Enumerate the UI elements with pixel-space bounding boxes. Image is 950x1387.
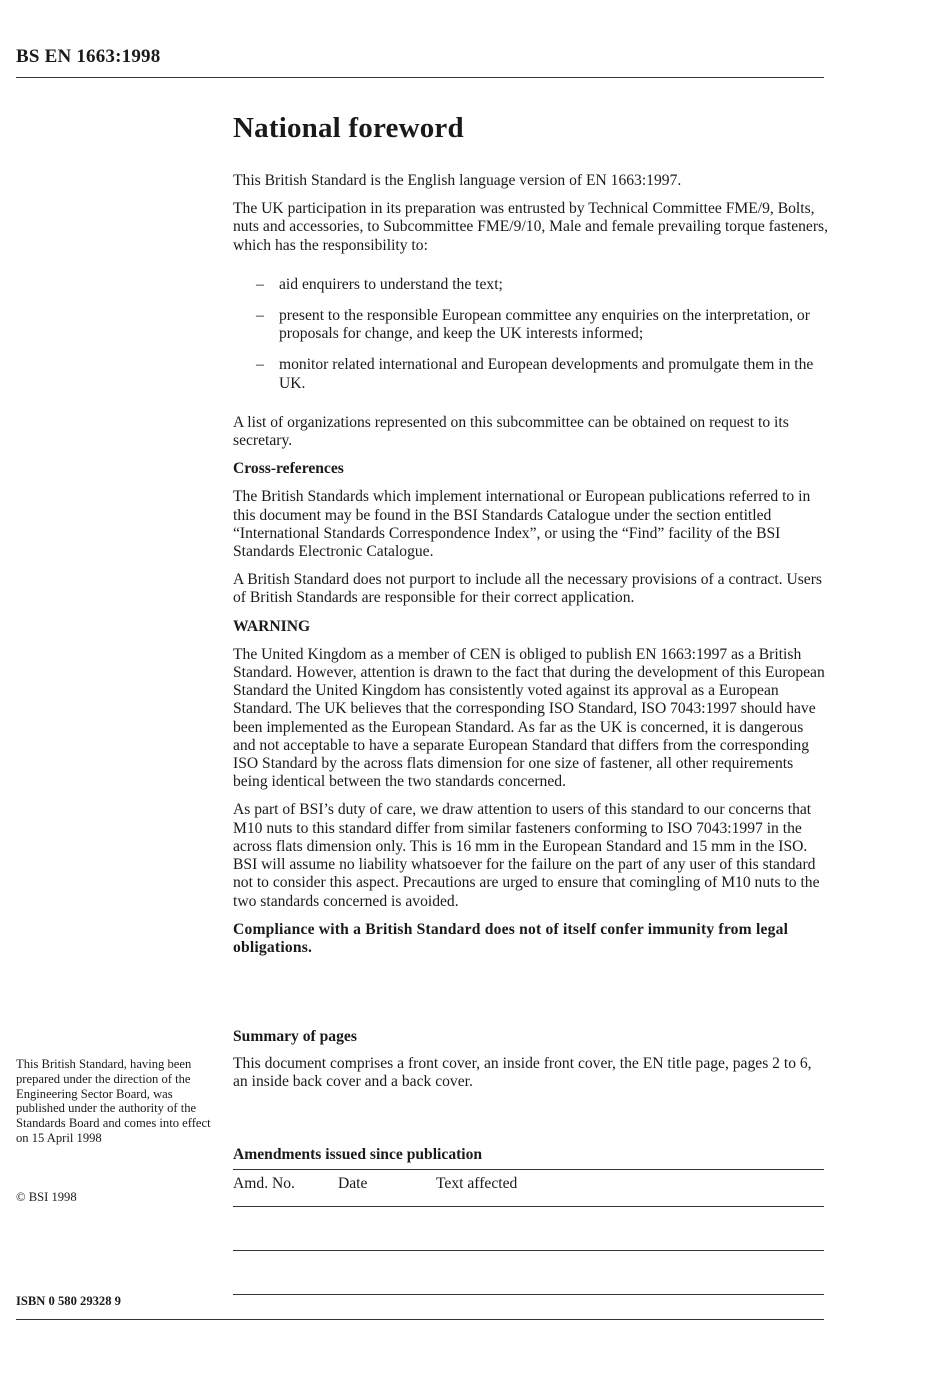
cross-references-paragraph: The British Standards which implement international or European publications referred to in this document may be found in the BSI Standards Catalogue under the section entitled “International Standards Correspondence Index”, or using the “Find” facility of the BSI Standards Electronic Catalogue. [233, 488, 811, 561]
contract-note-paragraph: A British Standard does not purport to include all the necessary provisions of a contract. Users of British Standards are responsible for their correct application. [233, 571, 822, 607]
list-dash: – [256, 356, 264, 374]
document-id: BS EN 1663:1998 [16, 46, 161, 67]
footer-rule [16, 1319, 824, 1320]
responsibilities-list [233, 276, 828, 393]
table-row [233, 1207, 824, 1251]
warning-paragraph-1: The United Kingdom as a member of CEN is obliged to publish EN 1663:1997 as a British Standard. However, attention is drawn to the fact that during the development of this European Standard the United Kingdom has consistently voted against its approval as a European Standard. The UK believes that the corresponding ISO Standard, ISO 7043:1997 should have been implemented as the European Standard. As far as the UK is concerned, it is dangerous and not acceptable to have a separate European Standard that differs from the corresponding ISO Standard by the across flats dimension for one size of fastener, all other requirements being identical between the two standards concerned. [233, 645, 825, 791]
list-dash: – [256, 275, 264, 293]
amendments-heading: Amendments issued since publication [233, 1146, 824, 1170]
column-header-date: Date [338, 1175, 368, 1193]
column-header-text-affected: Text affected [436, 1175, 518, 1193]
warning-heading: WARNING [233, 617, 311, 635]
amendments-header-row [233, 1170, 824, 1207]
column-header-amd-no: Amd. No. [233, 1175, 295, 1193]
list-item-text: aid enquirers to understand the text; [279, 275, 503, 293]
participation-paragraph: The UK participation in its preparation was entrusted by Technical Committee FME/9, Bolts, nuts and accessories, to Subcommittee FME/9/10, Male and female prevailing torque fasteners, which has the responsibility to: [233, 200, 828, 254]
summary-heading: Summary of pages [233, 1028, 357, 1045]
summary-text: This document comprises a front cover, an inside front cover, the EN title page, pages 2 to 6, an inside back cover and a back cover. [233, 1055, 812, 1091]
compliance-statement: Compliance with a British Standard does not of itself confer immunity from legal obligations. [233, 920, 789, 956]
national-foreword [233, 110, 828, 967]
cross-references-heading: Cross-references [233, 460, 344, 478]
list-item [233, 276, 828, 294]
list-item [233, 356, 828, 392]
publication-note: This British Standard, having been prepared under the direction of the Engineering Sector Board, was published under the authority of the Standards Board and comes into effect on 15 April 1998 [16, 1057, 211, 1145]
table-row [233, 1251, 824, 1295]
isbn: ISBN 0 580 29328 9 [16, 1294, 121, 1308]
header-rule [16, 77, 824, 78]
page-title: National foreword [233, 112, 464, 144]
summary-of-pages [233, 1028, 828, 1092]
organizations-paragraph: A list of organizations represented on this subcommittee can be obtained on request to its secretary. [233, 413, 789, 450]
list-item-text: monitor related international and European developments and promulgate them in the UK. [279, 356, 814, 392]
list-dash: – [256, 307, 264, 325]
list-item-text: present to the responsible European committee any enquiries on the interpretation, or proposals for change, and keep the UK interests informed; [279, 307, 810, 343]
warning-paragraph-2: As part of BSI’s duty of care, we draw attention to users of this standard to our concerns that M10 nuts to this standard differ from similar fasteners conforming to ISO 7043:1997 in the across flats dimension only. This is 16 mm in the European Standard and 15 mm in the ISO. BSI will assume no liability whatsoever for the failure on the part of any user of this standard not to consider this aspect. Precautions are urged to ensure that comingling of M10 nuts to the two standards concerned is avoided. [233, 801, 820, 910]
copyright-notice: © BSI 1998 [16, 1190, 77, 1204]
amendments-table [233, 1146, 824, 1295]
list-item [233, 307, 828, 343]
intro-paragraph: This British Standard is the English language version of EN 1663:1997. [233, 172, 682, 189]
